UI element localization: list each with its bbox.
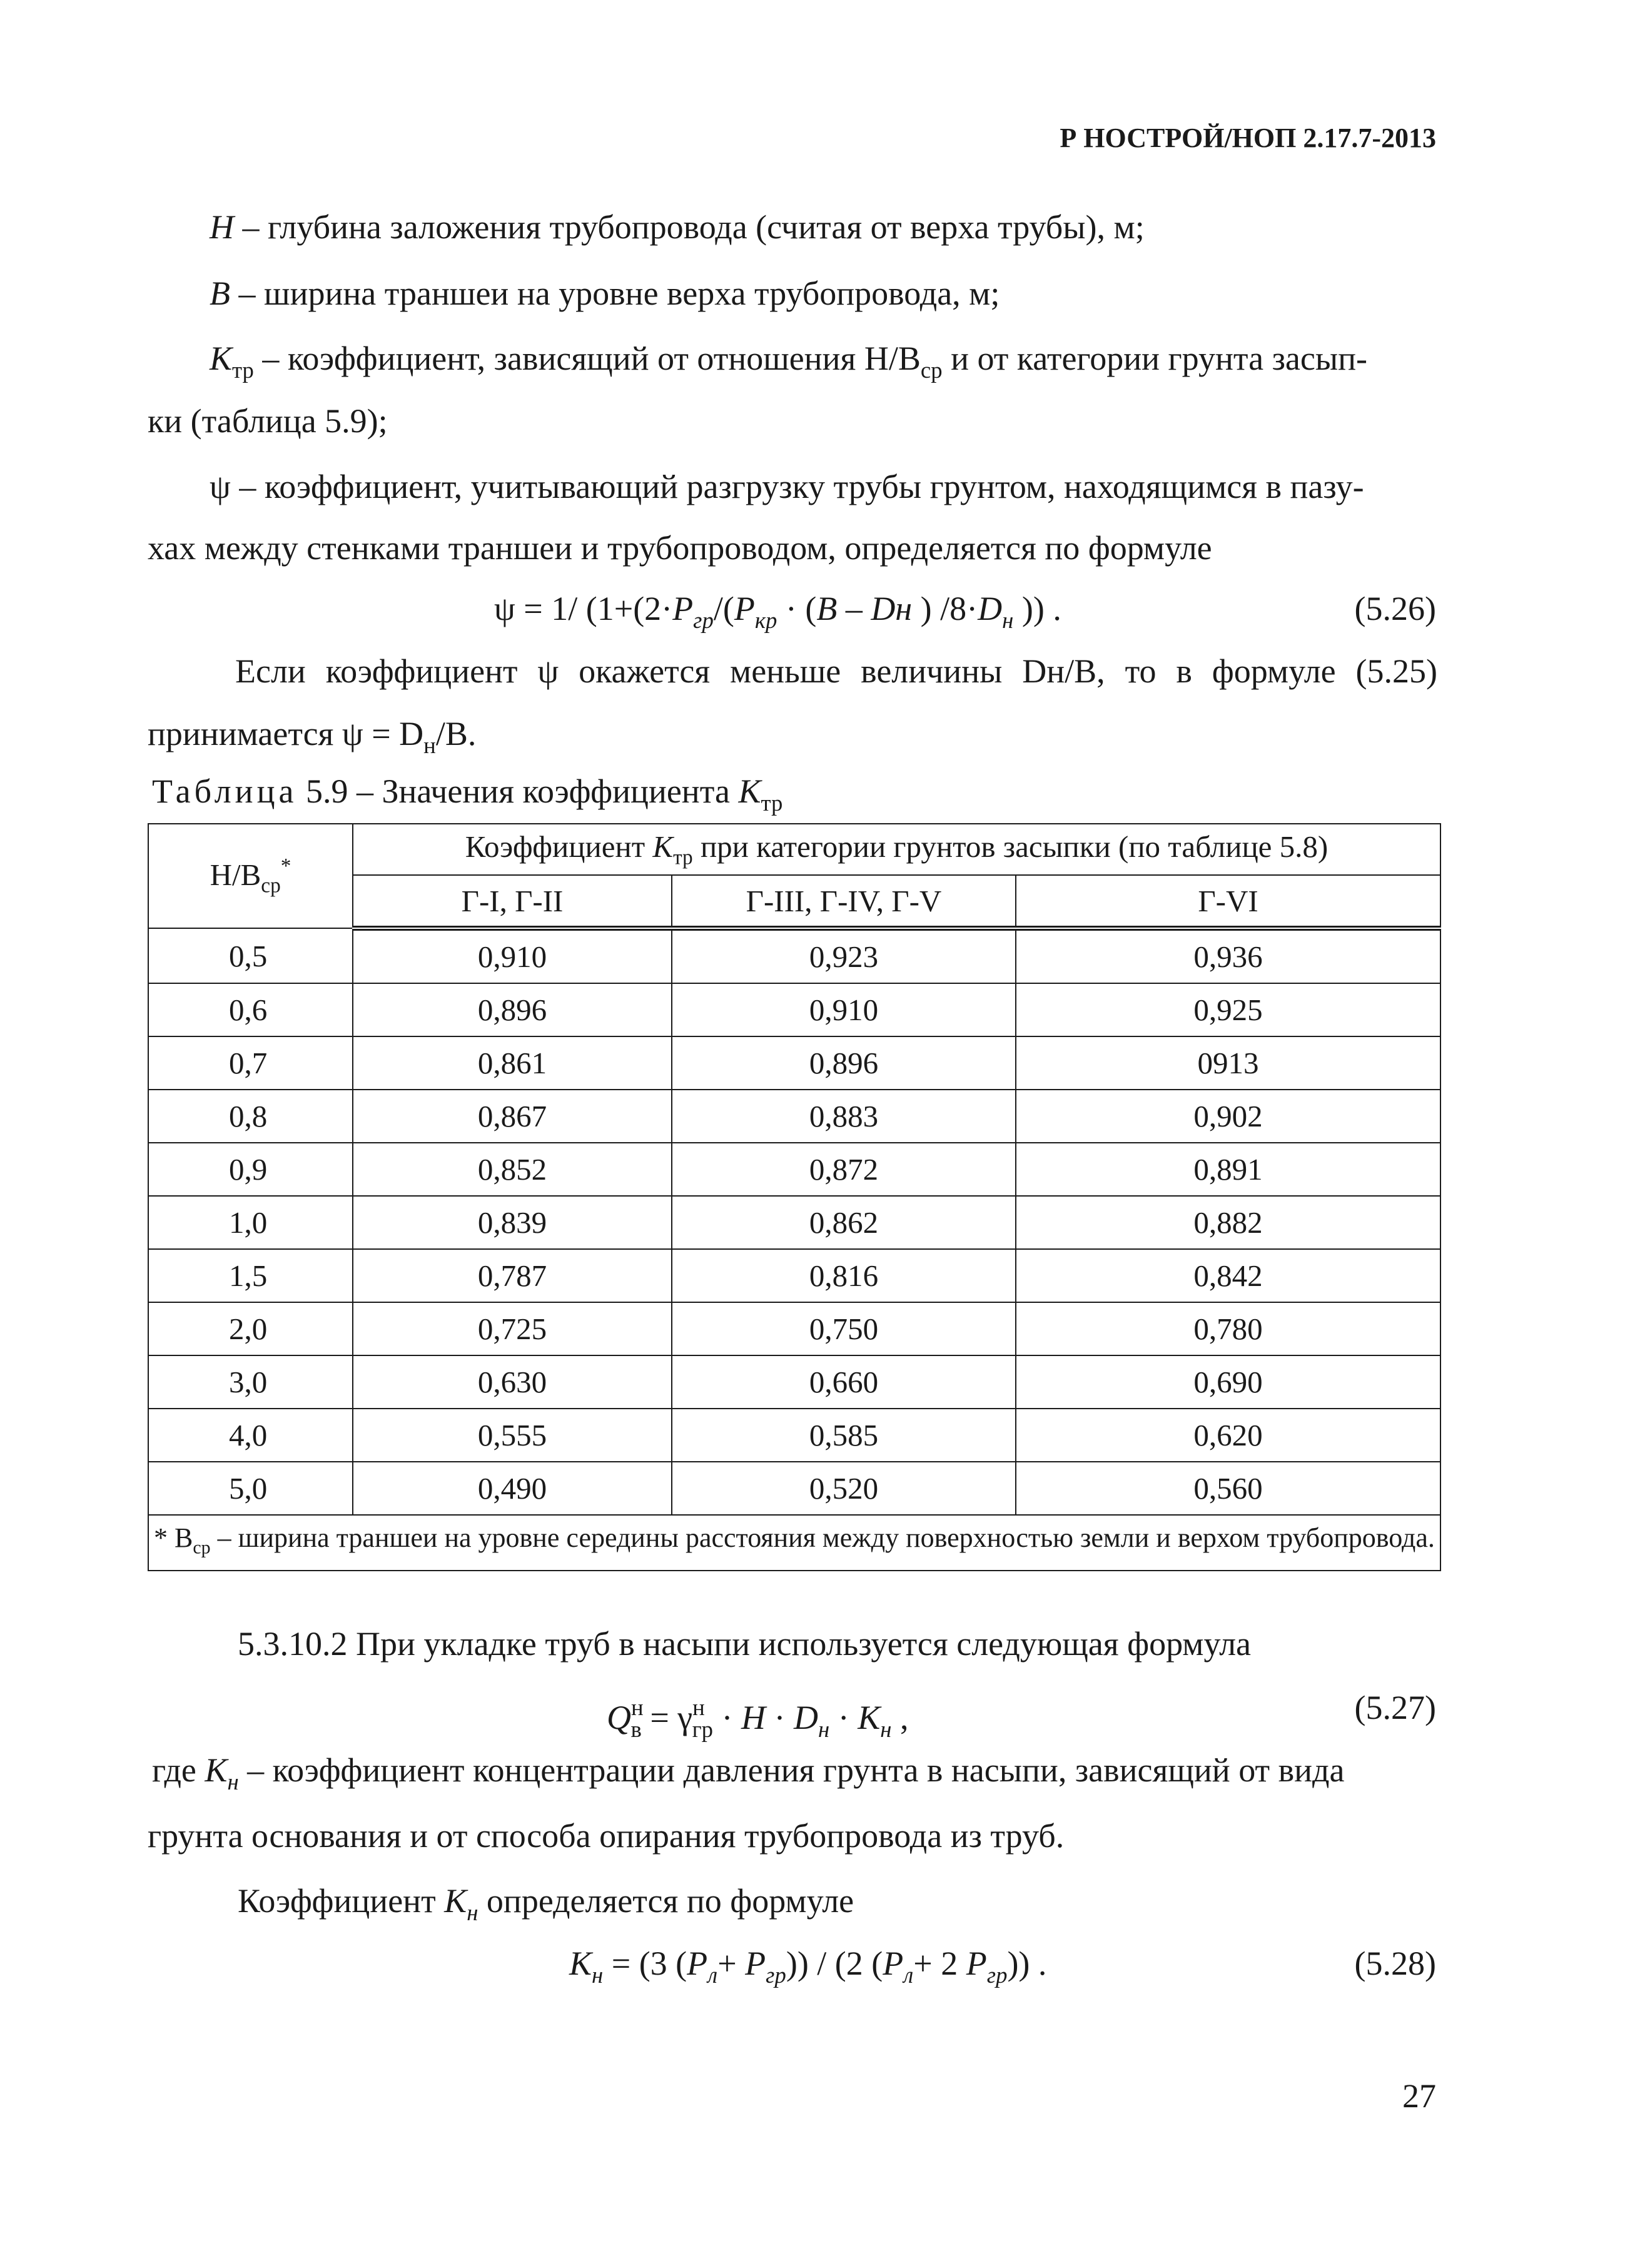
section-5-3-10-2: 5.3.10.2 При укладке труб в насыпи используется следующая формула	[238, 1625, 1251, 1663]
formula-part: –	[837, 590, 871, 627]
row-ratio-cell: 0,9	[148, 1143, 353, 1196]
formula-subscript: гр	[986, 1962, 1008, 1988]
paragraph-psi-condition-end	[148, 713, 476, 766]
formula-part: ·	[766, 1699, 794, 1737]
table-row	[148, 1462, 1440, 1515]
paragraph-psi-condition: Если коэффициент ψ окажется меньше величины Dн/В, то в формуле (5.25)	[235, 652, 1437, 690]
coefficient-cell: 0,902	[1016, 1090, 1440, 1143]
coefficient-cell: 0,852	[353, 1143, 672, 1196]
formula-symbol: K	[858, 1699, 881, 1737]
formula-symbol: Q	[607, 1699, 631, 1737]
formula-subscript: гр	[693, 607, 714, 633]
formula-part: )) .	[1013, 590, 1061, 627]
formula-subscript: н	[592, 1962, 604, 1988]
formula-symbol: K	[569, 1945, 592, 1982]
formula-symbol: P	[745, 1945, 766, 1982]
table-footnote	[148, 1515, 1440, 1571]
text-part: где	[152, 1751, 205, 1789]
symbol-B: B	[210, 275, 230, 312]
symbol-K: K	[444, 1882, 467, 1920]
coefficient-cell: 0,910	[353, 928, 672, 983]
table-row	[148, 1090, 1440, 1143]
formula-subscript: кр	[754, 607, 777, 633]
definition-Ktr	[210, 338, 1367, 391]
row-ratio-cell: 0,5	[148, 928, 353, 983]
coefficient-cell: 0,816	[672, 1249, 1016, 1302]
coefficient-cell: 0,660	[672, 1355, 1016, 1409]
row-ratio-cell: 0,6	[148, 983, 353, 1036]
coefficient-cell: 0,872	[672, 1143, 1016, 1196]
table-footnote-row	[148, 1515, 1440, 1571]
column-header: Г-I, Г-II	[353, 875, 672, 928]
row-ratio-cell: 4,0	[148, 1409, 353, 1462]
text-part: – коэффициент концентрации давления грунта в насыпи, зависящий от вида	[238, 1751, 1345, 1789]
definition-psi	[210, 466, 1364, 507]
formula-symbol: P	[883, 1945, 904, 1982]
formula-part: /(	[713, 590, 734, 627]
formula-subscript: н	[1002, 607, 1014, 633]
footnote-subscript: ср	[193, 1537, 211, 1558]
coefficient-cell: 0,690	[1016, 1355, 1440, 1409]
formula-symbol: P	[966, 1945, 987, 1982]
text-part: /B.	[435, 715, 477, 752]
coefficient-table	[148, 823, 1441, 1571]
formula-symbol: P	[687, 1945, 708, 1982]
equation-number-5-27: (5.27)	[1354, 1689, 1436, 1726]
table-row	[148, 983, 1440, 1036]
header-cell-group	[353, 824, 1440, 875]
coefficient-cell: 0,867	[353, 1090, 672, 1143]
text-part: принимается ψ = D	[148, 715, 424, 752]
symbol-K: K	[205, 1751, 228, 1789]
coefficient-cell: 0,520	[672, 1462, 1016, 1515]
row-ratio-cell: 0,8	[148, 1090, 353, 1143]
table-row	[148, 1355, 1440, 1409]
table-caption-symbol: K	[738, 772, 761, 810]
formula-part: ·	[829, 1699, 858, 1737]
formula-superscript: н	[631, 1694, 644, 1720]
definition-B-text: – ширина траншеи на уровне верха трубопровода, м;	[230, 275, 1000, 312]
coefficient-cell: 0,585	[672, 1409, 1016, 1462]
table-row	[148, 1302, 1440, 1355]
text-part: определяется по формуле	[478, 1882, 854, 1920]
table-row	[148, 928, 1440, 983]
coefficient-cell: 0,910	[672, 983, 1016, 1036]
formula-part: ψ = 1/ (1+(2·	[494, 590, 673, 627]
definition-H-text: – глубина заложения трубопровода (считая от верха трубы), м;	[234, 208, 1145, 246]
table-row	[148, 1409, 1440, 1462]
table-caption-label: Таблица	[152, 772, 298, 810]
formula-5-26	[494, 588, 1061, 641]
formula-symbol: H	[741, 1699, 766, 1737]
group-text: при категории грунтов засыпки (по таблице 5.8)	[692, 829, 1329, 864]
formula-subscript: л	[903, 1962, 914, 1988]
paragraph-Kn	[238, 1880, 854, 1933]
formula-5-27	[607, 1687, 908, 1750]
footnote-text: – ширина траншеи на уровне середины расстояния между поверхностью земли и верхом трубопровода.	[210, 1522, 1435, 1553]
coefficient-cell: 0,839	[353, 1196, 672, 1249]
coefficient-cell: 0,882	[1016, 1196, 1440, 1249]
header-cell-ratio	[148, 824, 353, 928]
coefficient-cell: 0,555	[353, 1409, 672, 1462]
definition-Ktr-text-b: и от категории грунта засып-	[942, 340, 1368, 377]
column-header: Г-VI	[1016, 875, 1440, 928]
subscript-tr: тр	[232, 357, 254, 383]
formula-part: ·	[713, 1699, 742, 1737]
row-ratio-cell: 2,0	[148, 1302, 353, 1355]
formula-part: +	[717, 1945, 746, 1982]
subscript-n: н	[423, 732, 436, 758]
formula-symbol: P	[734, 590, 755, 627]
formula-superscript: н	[692, 1694, 705, 1720]
row-ratio-cell: 0,7	[148, 1036, 353, 1090]
table-row	[148, 1143, 1440, 1196]
header-ratio-subscript: ср	[261, 874, 281, 898]
definition-Kn-continuation: грунта основания и от способа опирания трубопровода из труб.	[148, 1817, 1065, 1855]
symbol-K: K	[210, 340, 233, 377]
group-symbol: K	[652, 829, 674, 864]
document-code-header: Р НОСТРОЙ/НОП 2.17.7-2013	[1060, 123, 1436, 153]
group-text: Коэффициент	[465, 829, 653, 864]
table-row	[148, 1036, 1440, 1090]
definition-Ktr-continuation: ки (таблица 5.9);	[148, 402, 388, 440]
subscript-n: н	[467, 1899, 478, 1925]
formula-part: + 2	[913, 1945, 966, 1982]
header-ratio-text: Н/В	[210, 857, 261, 892]
definition-Ktr-text-a: – коэффициент, зависящий от отношения Н/В	[253, 340, 921, 377]
coefficient-cell: 0,630	[353, 1355, 672, 1409]
subscript-n: н	[227, 1768, 239, 1795]
definition-H	[210, 206, 1145, 248]
row-ratio-cell: 1,5	[148, 1249, 353, 1302]
row-ratio-cell: 3,0	[148, 1355, 353, 1409]
equation-number-5-28: (5.28)	[1354, 1945, 1436, 1982]
formula-subscript: н	[818, 1716, 830, 1742]
formula-part: ,	[891, 1699, 909, 1737]
coefficient-cell: 0,936	[1016, 928, 1440, 983]
formula-part: ) /8·	[912, 590, 978, 627]
coefficient-cell: 0,925	[1016, 983, 1440, 1036]
coefficient-cell: 0,923	[672, 928, 1016, 983]
formula-part: )) / (2 (	[786, 1945, 883, 1982]
formula-part: · (	[777, 590, 817, 627]
formula-symbol: P	[672, 590, 694, 627]
symbol-psi: ψ	[210, 468, 231, 505]
symbol-H: H	[210, 208, 234, 246]
coefficient-cell: 0,883	[672, 1090, 1016, 1143]
text-part: Коэффициент	[238, 1882, 445, 1920]
table-caption	[152, 771, 782, 824]
formula-symbol: D	[794, 1699, 818, 1737]
formula-subscript: л	[707, 1962, 718, 1988]
coefficient-cell: 0,620	[1016, 1409, 1440, 1462]
definition-psi-continuation: хах между стенками траншеи и трубопроводом, определяется по формуле	[148, 529, 1212, 567]
table-header-row	[148, 824, 1440, 875]
header-ratio-asterisk: *	[280, 854, 291, 878]
subscript-sr: ср	[920, 357, 943, 383]
formula-subscript: н	[880, 1716, 892, 1742]
table-caption-text: 5.9 – Значения коэффициента	[297, 772, 739, 810]
coefficient-cell: 0913	[1016, 1036, 1440, 1090]
formula-part: )) .	[1007, 1945, 1047, 1982]
formula-5-28	[569, 1943, 1046, 1996]
coefficient-cell: 0,560	[1016, 1462, 1440, 1515]
column-header: Г-III, Г-IV, Г-V	[672, 875, 1016, 928]
coefficient-cell: 0,787	[353, 1249, 672, 1302]
formula-symbol: B	[816, 590, 838, 627]
footnote-text: * В	[154, 1522, 193, 1553]
definition-psi-text: – коэффициент, учитывающий разгрузку трубы грунтом, находящимся в пазу-	[230, 468, 1364, 505]
formula-symbol: Dн	[871, 590, 913, 627]
formula-part: = γ	[641, 1699, 693, 1737]
table-row	[148, 1196, 1440, 1249]
group-subscript: тр	[673, 846, 693, 869]
coefficient-cell: 0,896	[672, 1036, 1016, 1090]
row-ratio-cell: 5,0	[148, 1462, 353, 1515]
formula-subscript: гр	[766, 1962, 786, 1988]
equation-number-5-26: (5.26)	[1354, 590, 1436, 627]
coefficient-cell: 0,891	[1016, 1143, 1440, 1196]
coefficient-cell: 0,750	[672, 1302, 1016, 1355]
definition-Kn	[152, 1749, 1344, 1803]
table-row	[148, 1249, 1440, 1302]
table-caption-subscript: тр	[761, 789, 783, 816]
page-number: 27	[1402, 2077, 1436, 2115]
formula-part: = (3 (	[603, 1945, 687, 1982]
coefficient-cell: 0,490	[353, 1462, 672, 1515]
coefficient-cell: 0,780	[1016, 1302, 1440, 1355]
coefficient-cell: 0,862	[672, 1196, 1016, 1249]
coefficient-cell: 0,896	[353, 983, 672, 1036]
definition-B	[210, 273, 1000, 314]
coefficient-cell: 0,842	[1016, 1249, 1440, 1302]
formula-subscript: гр	[692, 1716, 714, 1742]
coefficient-cell: 0,725	[353, 1302, 672, 1355]
formula-symbol: D	[978, 590, 1003, 627]
coefficient-cell: 0,861	[353, 1036, 672, 1090]
row-ratio-cell: 1,0	[148, 1196, 353, 1249]
formula-subscript: в	[630, 1716, 642, 1742]
